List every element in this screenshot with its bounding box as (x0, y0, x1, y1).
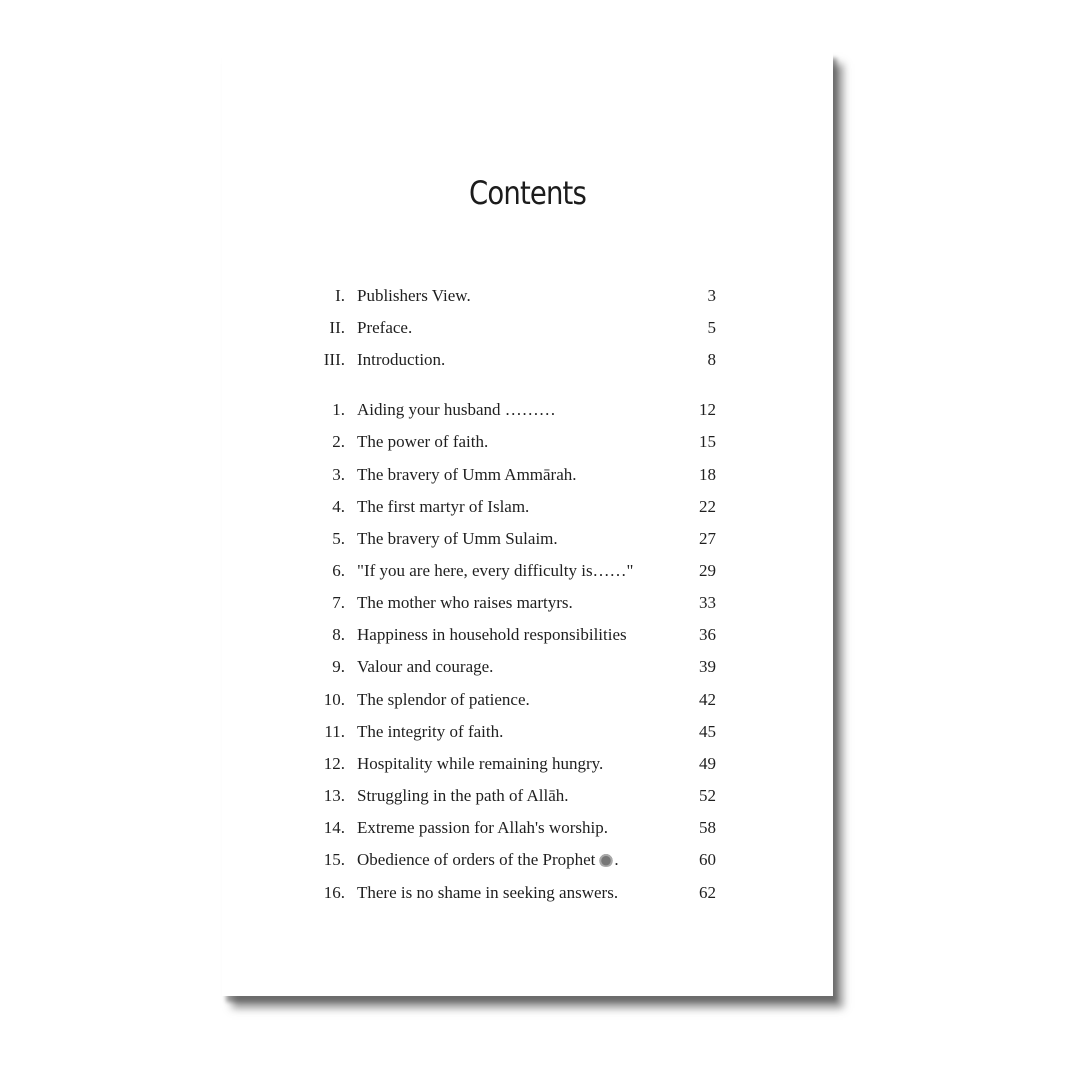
toc-number: 3. (332, 465, 345, 484)
toc-label: Happiness in household responsibilities (357, 625, 627, 644)
toc-page: 39 (699, 657, 716, 676)
toc-row (222, 655, 833, 679)
toc-label: The bravery of Umm Ammārah. (357, 465, 577, 484)
toc-number: 6. (332, 561, 345, 580)
toc-row (222, 348, 833, 372)
toc-row (222, 720, 833, 744)
toc-page: 36 (699, 625, 716, 644)
toc-label-suffix: . (614, 850, 619, 869)
toc-row (222, 688, 833, 712)
toc-page: 60 (699, 850, 716, 869)
toc-page: 8 (707, 350, 716, 369)
toc-number: 16. (323, 883, 345, 902)
toc-number: 8. (332, 625, 345, 644)
toc-page: 29 (699, 561, 716, 580)
toc-number: 2. (332, 432, 345, 451)
toc-row (222, 881, 833, 905)
toc-number: III. (323, 350, 345, 369)
toc-page: 27 (699, 529, 716, 548)
page-title: Contents (469, 174, 586, 212)
book-page (222, 52, 833, 996)
toc-number: 13. (323, 786, 345, 805)
toc-row (222, 816, 833, 840)
toc-row (222, 430, 833, 454)
toc-row (222, 848, 833, 872)
toc-label: Introduction. (357, 350, 446, 369)
toc-number: 15. (323, 850, 345, 869)
toc-page: 3 (707, 286, 716, 305)
toc-label: The integrity of faith. (357, 722, 504, 741)
toc-row (222, 463, 833, 487)
toc-page: 5 (707, 318, 716, 337)
toc-row (222, 495, 833, 519)
toc-page: 52 (699, 786, 716, 805)
toc-row (222, 398, 833, 422)
toc-page: 15 (699, 432, 716, 451)
toc-number: 10. (323, 690, 345, 709)
toc-row (222, 623, 833, 647)
toc-number: 5. (332, 529, 345, 548)
toc-page: 42 (699, 690, 716, 709)
toc-label-text: Obedience of orders of the Prophet (357, 850, 596, 869)
toc-row (222, 316, 833, 340)
toc-number: 11. (324, 722, 345, 741)
toc-row (222, 284, 833, 308)
toc-label: There is no shame in seeking answers. (357, 883, 619, 902)
toc-page: 62 (699, 883, 716, 902)
toc-number: 7. (332, 593, 345, 612)
toc-row (222, 784, 833, 808)
salutation-icon (598, 853, 614, 867)
toc-label: The power of faith. (357, 432, 489, 451)
toc-label: Valour and courage. (357, 657, 494, 676)
toc-label: The mother who raises martyrs. (357, 593, 573, 612)
toc-row (222, 559, 833, 583)
toc-page: 22 (699, 497, 716, 516)
toc-label: Hospitality while remaining hungry. (357, 754, 604, 773)
toc-number: I. (335, 286, 345, 305)
toc-row (222, 591, 833, 615)
toc-row (222, 527, 833, 551)
toc-row (222, 752, 833, 776)
toc-page: 18 (699, 465, 716, 484)
toc-label: The bravery of Umm Sulaim. (357, 529, 558, 548)
toc-label (357, 848, 619, 872)
toc-label: Preface. (357, 318, 413, 337)
toc-label: The splendor of patience. (357, 690, 530, 709)
toc-label: "If you are here, every difficulty is……" (357, 561, 634, 580)
toc-page: 12 (699, 400, 716, 419)
toc-number: 4. (332, 497, 345, 516)
toc-page: 49 (699, 754, 716, 773)
toc-label: The first martyr of Islam. (357, 497, 530, 516)
toc-number: II. (329, 318, 345, 337)
toc-number: 14. (323, 818, 345, 837)
toc-label: Publishers View. (357, 286, 471, 305)
toc-number: 12. (323, 754, 345, 773)
toc-number: 1. (332, 400, 345, 419)
toc-page: 45 (699, 722, 716, 741)
toc-number: 9. (332, 657, 345, 676)
toc-page: 33 (699, 593, 716, 612)
toc-page: 58 (699, 818, 716, 837)
toc-label: Struggling in the path of Allāh. (357, 786, 569, 805)
toc-label: Extreme passion for Allah's worship. (357, 818, 608, 837)
toc-label: Aiding your husband ……… (357, 400, 556, 419)
